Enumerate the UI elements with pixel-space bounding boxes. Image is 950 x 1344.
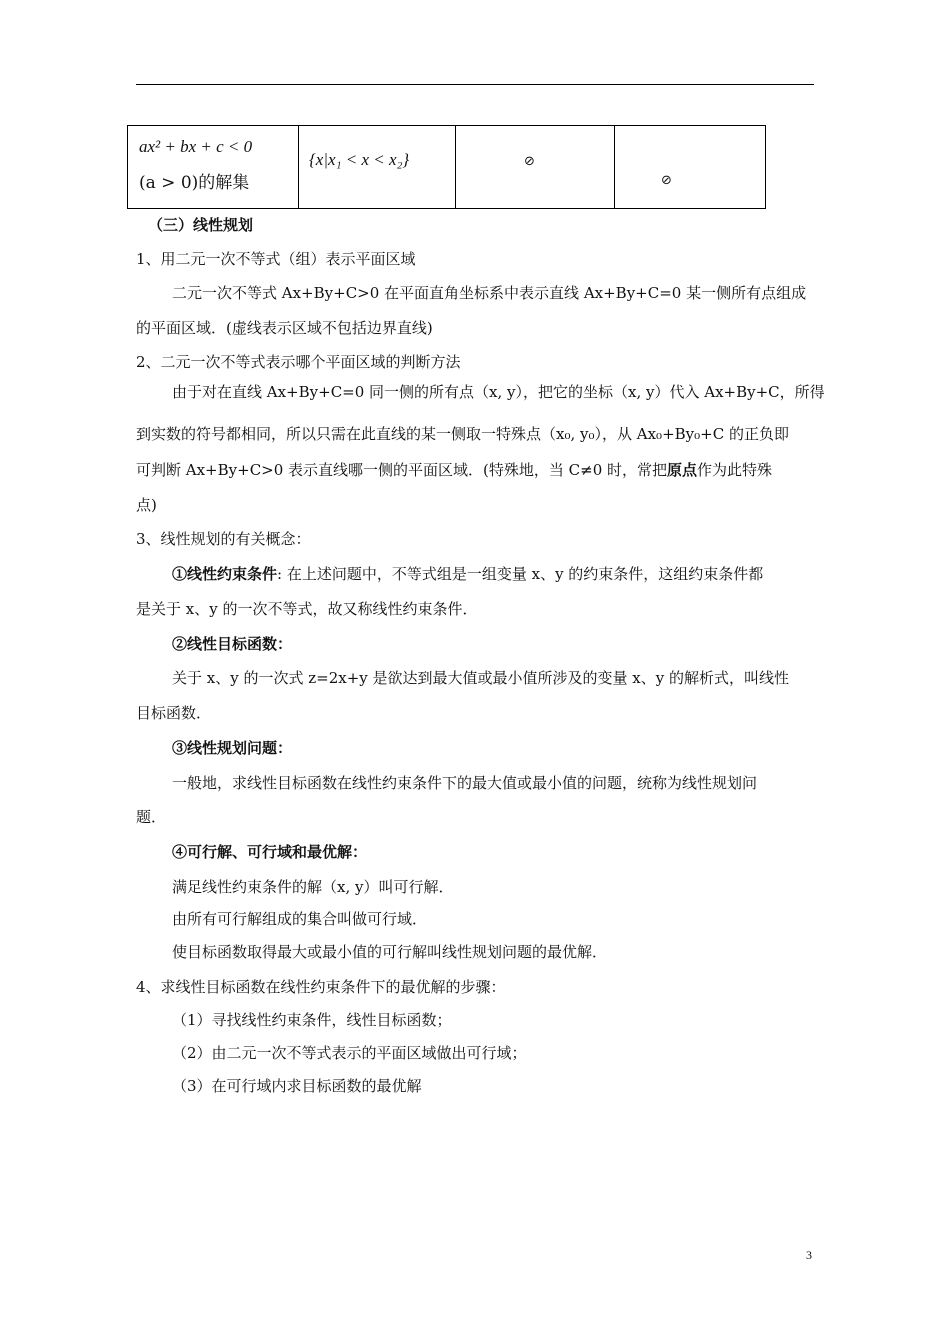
text-segment: 可判断 Ax+By+C>0 表示直线哪一侧的平面区域．(特殊地，当 C≠0 时，常把: [136, 461, 668, 479]
header-rule: [136, 84, 814, 85]
solution-set: {x|x₁ < x < x₂}: [309, 150, 410, 169]
table-cell-empty-mid: [456, 126, 615, 209]
table-cell-empty-right: [615, 126, 766, 209]
concept-title: ④可行解、可行域和最优解：: [172, 843, 368, 861]
empty-set-symbol: ⊘: [524, 154, 535, 169]
step-item: （2）由二元一次不等式表示的平面区域做出可行域；: [172, 1044, 527, 1062]
emphasis-origin: 原点: [667, 461, 698, 479]
item-2-heading: 2、二元一次不等式表示哪个平面区域的判断方法: [136, 353, 461, 371]
concept-1: [172, 563, 763, 584]
paragraph-line: 目标函数．: [136, 704, 212, 722]
paragraph-line: 关于 x、y 的一次式 z=2x+y 是欲达到最大值或最小值所涉及的变量 x、y 的解析式，叫线性: [172, 669, 789, 687]
paragraph-line: 由所有可行解组成的集合叫做可行域．: [172, 910, 428, 928]
table-row: [128, 126, 766, 209]
concept-title: ③线性规划问题：: [172, 739, 293, 757]
text-segment: 作为此特殊: [697, 461, 773, 479]
paragraph-line: [136, 459, 772, 480]
paragraph-line: 二元一次不等式 Ax+By+C>0 在平面直角坐标系中表示直线 Ax+By+C=0 某一侧所有点组成: [172, 284, 807, 302]
paragraph-line: 题．: [136, 808, 167, 826]
step-item: （3）在可行域内求目标函数的最优解: [172, 1077, 422, 1095]
item-4-heading: 4、求线性目标函数在线性约束条件下的最优解的步骤：: [136, 978, 506, 996]
condition-label: (a > 0)的解集: [139, 173, 250, 193]
solution-table: [127, 125, 766, 209]
item-1-heading: 1、用二元一次不等式（组）表示平面区域: [136, 250, 416, 268]
table-cell-solution: [299, 126, 456, 209]
paragraph-line: 的平面区域．(虚线表示区域不包括边界直线): [136, 319, 433, 337]
paragraph-line: 点): [136, 496, 157, 514]
step-item: （1）寻找线性约束条件，线性目标函数；: [172, 1011, 452, 1029]
table-cell-label: [128, 126, 299, 209]
item-3-heading: 3、线性规划的有关概念：: [136, 530, 311, 548]
page-number: 3: [806, 1248, 812, 1262]
paragraph-line: 到实数的符号都相同，所以只需在此直线的某一侧取一特殊点（x₀, y₀），从 Ax₀+By₀+C 的正负即: [136, 425, 789, 443]
text-segment: : 在上述问题中，不等式组是一组变量 x、y 的约束条件，这组约束条件都: [277, 565, 764, 583]
inequality-label: ax² + bx + c < 0: [139, 137, 253, 156]
concept-title: ①线性约束条件: [172, 565, 278, 583]
paragraph-line: 使目标函数取得最大或最小值的可行解叫线性规划问题的最优解．: [172, 943, 608, 961]
concept-title: ②线性目标函数：: [172, 635, 293, 653]
paragraph-line: 是关于 x、y 的一次不等式，故又称线性约束条件．: [136, 600, 478, 618]
empty-set-symbol: ⊘: [661, 173, 672, 188]
section-title: （三）线性规划: [148, 216, 254, 234]
paragraph-line: 由于对在直线 Ax+By+C=0 同一侧的所有点（x, y），把它的坐标（x, y）代入 Ax+By+C，所得: [172, 383, 825, 401]
paragraph-line: 满足线性约束条件的解（x, y）叫可行解．: [172, 878, 454, 896]
paragraph-line: 一般地，求线性目标函数在线性约束条件下的最大值或最小值的问题，统称为线性规划问: [172, 774, 758, 792]
